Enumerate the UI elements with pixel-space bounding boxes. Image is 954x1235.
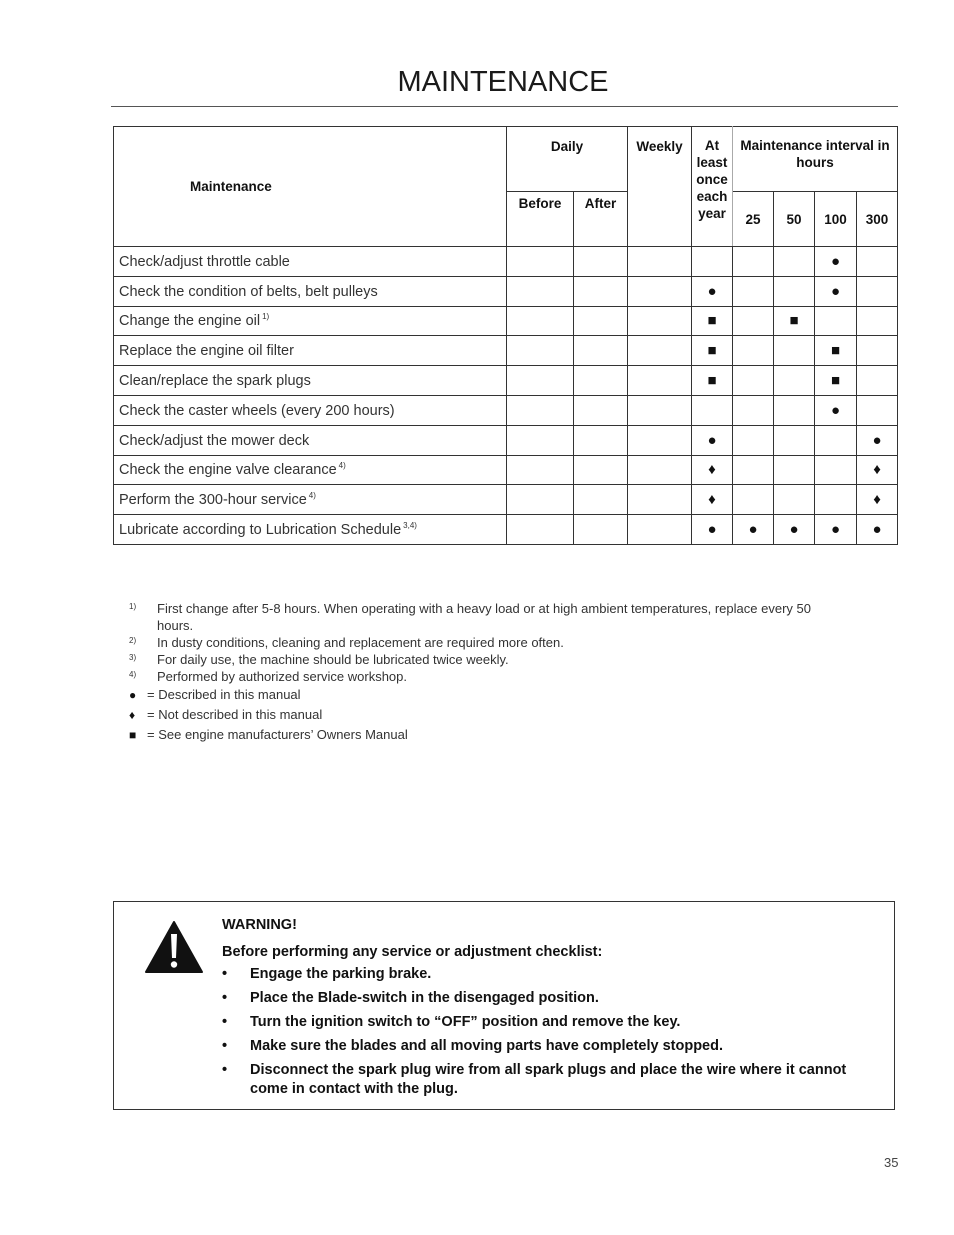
cell-before (507, 247, 574, 277)
task-cell (114, 515, 507, 545)
warning-title: WARNING! (222, 917, 297, 933)
cell-yearly: ■ (692, 336, 733, 366)
cell-h100 (815, 425, 857, 455)
cell-h50 (774, 366, 815, 396)
warning-item-text: Make sure the blades and all moving parts have completely stopped. (250, 1038, 723, 1054)
footnote (129, 668, 829, 685)
cell-h100: ■ (815, 336, 857, 366)
cell-h100: ● (815, 276, 857, 306)
cell-weekly (628, 395, 692, 425)
cell-yearly: ♦ (692, 455, 733, 485)
footnote-text: In dusty conditions, cleaning and replacement are required more often. (157, 635, 564, 650)
task-cell (114, 336, 507, 366)
warning-item-text: Turn the ignition switch to “OFF” position and remove the key. (250, 1014, 681, 1030)
cell-h50 (774, 485, 815, 515)
warning-content (222, 917, 862, 1104)
task-cell (114, 455, 507, 485)
task-text: Perform the 300-hour service (119, 492, 307, 509)
table-row (114, 306, 898, 336)
footnote-ref: 3,4) (403, 521, 417, 531)
cell-before (507, 395, 574, 425)
warning-item (222, 1013, 862, 1032)
bullet: • (222, 1062, 228, 1078)
cell-h100 (815, 306, 857, 336)
cell-h50 (774, 425, 815, 455)
cell-after (574, 395, 628, 425)
cell-after (574, 425, 628, 455)
diamond-icon: ♦ (129, 708, 136, 722)
cell-h50 (774, 395, 815, 425)
cell-h25 (733, 455, 774, 485)
table-row (114, 336, 898, 366)
header-hours-50: 50 (774, 192, 815, 247)
footnote-mark: 3) (129, 653, 137, 662)
cell-yearly: ● (692, 515, 733, 545)
footnote-ref: 4) (308, 491, 316, 501)
header-daily: Daily (507, 127, 628, 192)
task-cell (114, 485, 507, 515)
cell-h100 (815, 485, 857, 515)
cell-h25 (733, 425, 774, 455)
header-before: Before (507, 192, 574, 247)
square-icon: ■ (129, 728, 137, 742)
cell-h25 (733, 395, 774, 425)
cell-h100 (815, 455, 857, 485)
task-cell (114, 425, 507, 455)
cell-h50 (774, 276, 815, 306)
footnote-mark: 1) (129, 602, 137, 611)
cell-yearly: ● (692, 425, 733, 455)
warning-item (222, 965, 862, 984)
warning-intro: Before performing any service or adjustment checklist: (222, 944, 603, 960)
task-text: Check/adjust throttle cable (119, 253, 290, 270)
cell-after (574, 247, 628, 277)
cell-after (574, 336, 628, 366)
cell-h300 (857, 366, 898, 396)
footnote-mark: 2) (129, 636, 137, 645)
header-maintenance: Maintenance (114, 127, 507, 247)
cell-weekly (628, 276, 692, 306)
cell-h50: ■ (774, 306, 815, 336)
cell-yearly: ● (692, 276, 733, 306)
cell-h300 (857, 247, 898, 277)
table-row (114, 395, 898, 425)
title-divider (111, 106, 898, 107)
cell-h100: ● (815, 395, 857, 425)
cell-h50 (774, 455, 815, 485)
cell-h25 (733, 336, 774, 366)
cell-before (507, 425, 574, 455)
cell-h300: ● (857, 425, 898, 455)
footnote-ref: 1) (262, 312, 270, 322)
cell-yearly: ■ (692, 306, 733, 336)
header-at-least-once-each-year: At least once each year (692, 127, 733, 247)
header-after: After (574, 192, 628, 247)
table-row (114, 515, 898, 545)
table-row (114, 455, 898, 485)
cell-before (507, 366, 574, 396)
cell-before (507, 306, 574, 336)
cell-after (574, 366, 628, 396)
warning-item-text: Place the Blade-switch in the disengaged position. (250, 990, 599, 1006)
warning-item (222, 1037, 862, 1056)
cell-weekly (628, 455, 692, 485)
task-cell (114, 276, 507, 306)
footnotes-section (129, 600, 829, 745)
task-cell (114, 306, 507, 336)
cell-h100: ■ (815, 366, 857, 396)
page-title: MAINTENANCE (397, 66, 609, 98)
bullet-circle-icon: ● (129, 688, 137, 702)
cell-h300 (857, 306, 898, 336)
header-hours-100: 100 (815, 192, 857, 247)
legend-item (129, 705, 829, 725)
cell-h50 (774, 336, 815, 366)
task-text: Check/adjust the mower deck (119, 432, 310, 449)
legend-text: = Described in this manual (147, 687, 301, 702)
legend-item (129, 725, 829, 745)
header-interval-hours: Maintenance interval in hours (733, 127, 898, 192)
warning-item (222, 989, 862, 1008)
task-cell (114, 247, 507, 277)
cell-h25: ● (733, 515, 774, 545)
maintenance-schedule-table (113, 126, 898, 545)
task-cell (114, 366, 507, 396)
legend-text: = Not described in this manual (147, 707, 323, 722)
task-text: Check the caster wheels (every 200 hours) (119, 402, 395, 419)
cell-h300: ● (857, 515, 898, 545)
header-hours-25: 25 (733, 192, 774, 247)
cell-before (507, 485, 574, 515)
warning-box (113, 901, 895, 1110)
cell-h300 (857, 336, 898, 366)
cell-h25 (733, 366, 774, 396)
task-text: Check the condition of belts, belt pulleys (119, 283, 378, 300)
bullet: • (222, 1038, 228, 1054)
bullet: • (222, 966, 228, 982)
cell-after (574, 485, 628, 515)
table-row (114, 276, 898, 306)
footnote (129, 600, 829, 634)
bullet: • (222, 990, 228, 1006)
header-hours-300: 300 (857, 192, 898, 247)
cell-after (574, 515, 628, 545)
task-text: Change the engine oil (119, 313, 261, 330)
cell-h25 (733, 276, 774, 306)
cell-h300: ♦ (857, 485, 898, 515)
cell-yearly (692, 395, 733, 425)
cell-after (574, 276, 628, 306)
footnote-text: For daily use, the machine should be lubricated twice weekly. (157, 652, 509, 667)
cell-yearly: ♦ (692, 485, 733, 515)
cell-h300 (857, 395, 898, 425)
warning-item-text: Disconnect the spark plug wire from all spark plugs and place the wire where it cannot come in contact with the plug. (250, 1062, 847, 1097)
table-row (114, 485, 898, 515)
cell-h50 (774, 247, 815, 277)
footnote-text: First change after 5-8 hours. When operating with a heavy load or at high ambient temperatures, replace every 50 hours. (157, 601, 811, 633)
cell-weekly (628, 366, 692, 396)
cell-weekly (628, 425, 692, 455)
legend-text: = See engine manufacturers’ Owners Manual (147, 727, 408, 742)
cell-h50: ● (774, 515, 815, 545)
cell-yearly: ■ (692, 366, 733, 396)
footnote-text: Performed by authorized service workshop. (157, 669, 408, 684)
task-text: Lubricate according to Lubrication Schedule (119, 522, 402, 539)
cell-before (507, 336, 574, 366)
task-cell (114, 395, 507, 425)
cell-before (507, 515, 574, 545)
table-row (114, 425, 898, 455)
task-text: Replace the engine oil filter (119, 343, 294, 360)
cell-after (574, 306, 628, 336)
warning-triangle-icon (144, 920, 204, 974)
cell-before (507, 276, 574, 306)
footnote (129, 634, 829, 651)
cell-h300 (857, 276, 898, 306)
cell-h25 (733, 247, 774, 277)
footnote (129, 651, 829, 668)
table-row (114, 366, 898, 396)
cell-weekly (628, 247, 692, 277)
cell-h25 (733, 485, 774, 515)
cell-h100: ● (815, 515, 857, 545)
page-number: 35 (884, 1155, 899, 1170)
cell-weekly (628, 515, 692, 545)
header-weekly: Weekly (628, 127, 692, 247)
cell-weekly (628, 336, 692, 366)
footnote-mark: 4) (129, 670, 137, 679)
cell-weekly (628, 485, 692, 515)
cell-weekly (628, 306, 692, 336)
footnote-ref: 4) (338, 461, 346, 471)
cell-after (574, 455, 628, 485)
table-row (114, 247, 898, 277)
task-text: Clean/replace the spark plugs (119, 373, 311, 390)
warning-item-text: Engage the parking brake. (250, 966, 432, 982)
legend-item (129, 685, 829, 705)
cell-before (507, 455, 574, 485)
warning-item (222, 1061, 862, 1099)
task-text: Check the engine valve clearance (119, 462, 337, 479)
cell-yearly (692, 247, 733, 277)
cell-h25 (733, 306, 774, 336)
cell-h100: ● (815, 247, 857, 277)
bullet: • (222, 1014, 228, 1030)
cell-h300: ♦ (857, 455, 898, 485)
